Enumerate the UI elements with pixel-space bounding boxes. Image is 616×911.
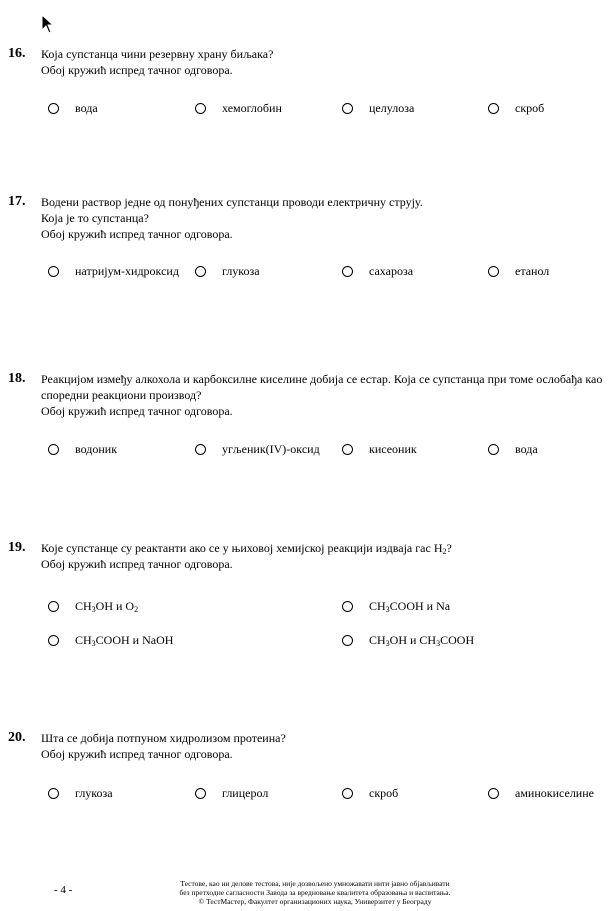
answer-option[interactable]: [48, 599, 138, 613]
instruction-line: Обој кружић испред тачног одговора.: [41, 63, 233, 77]
answer-option[interactable]: [48, 264, 179, 278]
question-text: [41, 730, 606, 762]
radio-circle-icon[interactable]: [48, 788, 59, 799]
option-label: угљеник(IV)-оксид: [222, 442, 320, 456]
question-number: 16.: [8, 46, 26, 61]
page-number: - 4 -: [54, 884, 73, 896]
answer-option[interactable]: [48, 442, 117, 456]
instruction-line: Обој кружић испред тачног одговора.: [41, 227, 233, 241]
option-label: $CH_3OH$ и $CH_3COOH$: [369, 633, 475, 648]
question-text: [41, 540, 606, 572]
answer-option[interactable]: [342, 442, 417, 456]
answer-option[interactable]: [195, 101, 282, 115]
answer-option[interactable]: [488, 786, 594, 800]
radio-circle-icon[interactable]: [342, 788, 353, 799]
answer-option[interactable]: [342, 786, 398, 800]
radio-circle-icon[interactable]: [195, 444, 206, 455]
question-text: [41, 371, 606, 419]
option-label: глицерол: [222, 786, 269, 800]
instruction-line: Обој кружић испред тачног одговора.: [41, 404, 233, 418]
question-line: Које супстанце су реактанти ако се у њиховој хемијској реакцији издваја гас $H_2$?: [41, 541, 452, 556]
answer-option[interactable]: [48, 786, 113, 800]
radio-circle-icon[interactable]: [342, 444, 353, 455]
answer-option[interactable]: [195, 264, 260, 278]
radio-circle-icon[interactable]: [48, 444, 59, 455]
radio-circle-icon[interactable]: [488, 103, 499, 114]
radio-circle-icon[interactable]: [342, 635, 353, 646]
answer-option[interactable]: [195, 786, 268, 800]
instruction-line: Обој кружић испред тачног одговора.: [41, 747, 233, 761]
option-label: целулоза: [369, 101, 415, 115]
question-number: 18.: [8, 371, 26, 386]
radio-circle-icon[interactable]: [488, 444, 499, 455]
answer-option[interactable]: [488, 442, 538, 456]
option-label: глукоза: [75, 786, 113, 800]
option-label: аминокиселине: [515, 786, 594, 800]
question-line: Шта се добија потпуном хидролизом протеина?: [41, 731, 286, 745]
question-number: 20.: [8, 730, 26, 745]
answer-option[interactable]: [195, 442, 320, 456]
option-label: $CH_3COOH$ и NaOH: [75, 633, 174, 648]
answer-option[interactable]: [342, 633, 474, 647]
option-label: вода: [515, 442, 538, 456]
option-label: водоник: [75, 442, 118, 456]
radio-circle-icon[interactable]: [342, 601, 353, 612]
option-label: кисеоник: [369, 442, 417, 456]
question-line: Која супстанца чини резервну храну биљака?: [41, 47, 274, 61]
radio-circle-icon[interactable]: [342, 266, 353, 277]
radio-circle-icon[interactable]: [195, 788, 206, 799]
radio-circle-icon[interactable]: [48, 266, 59, 277]
footer-line: без претходне сагласности Завода за вредновање квалитета образовања и васпитања.: [179, 888, 451, 897]
question-line: споредни реакциони производ?: [41, 388, 202, 402]
question-line: Водени раствор једне од понуђених супстанци проводи електричну струју.: [41, 195, 423, 209]
radio-circle-icon[interactable]: [195, 103, 206, 114]
question-line: Која је то супстанца?: [41, 211, 149, 225]
radio-circle-icon[interactable]: [488, 266, 499, 277]
radio-circle-icon[interactable]: [48, 601, 59, 612]
option-label: етанол: [515, 264, 550, 278]
option-label: сахароза: [369, 264, 414, 278]
radio-circle-icon[interactable]: [48, 635, 59, 646]
question-text: [41, 46, 606, 78]
option-label: хемоглобин: [222, 101, 282, 115]
answer-option[interactable]: [488, 264, 549, 278]
option-label: глукоза: [222, 264, 260, 278]
answer-option[interactable]: [342, 101, 414, 115]
arrow-cursor-icon: [41, 14, 55, 34]
option-label: скроб: [515, 101, 545, 115]
option-label: скроб: [369, 786, 399, 800]
option-label: натријум-хидроксид: [75, 264, 179, 278]
instruction-line: Обој кружић испред тачног одговора.: [41, 557, 233, 571]
option-label: $CH_3COOH$ и Na: [369, 599, 451, 614]
answer-option[interactable]: [48, 633, 173, 647]
answer-option[interactable]: [488, 101, 544, 115]
answer-option[interactable]: [48, 101, 98, 115]
question-number: 17.: [8, 194, 26, 209]
footer-copyright: [160, 879, 470, 906]
radio-circle-icon[interactable]: [488, 788, 499, 799]
footer-line: © ТестМастер, Факултет организационих наука, Универзитет у Београду: [198, 897, 432, 906]
question-number: 19.: [8, 540, 26, 555]
answer-option[interactable]: [342, 599, 450, 613]
radio-circle-icon[interactable]: [342, 103, 353, 114]
option-label: $CH_3OH$ и $O_2$: [75, 599, 139, 614]
answer-option[interactable]: [342, 264, 413, 278]
radio-circle-icon[interactable]: [48, 103, 59, 114]
footer-line: Тестове, као ни делове тестова, није дозвољено умножавати нити јавно објављивати: [180, 879, 450, 888]
question-line: Реакцијом између алкохола и карбоксилне киселине добија се естар. Која се супстанца при томе ослобађа као: [41, 372, 603, 386]
radio-circle-icon[interactable]: [195, 266, 206, 277]
question-text: [41, 194, 606, 242]
option-label: вода: [75, 101, 98, 115]
